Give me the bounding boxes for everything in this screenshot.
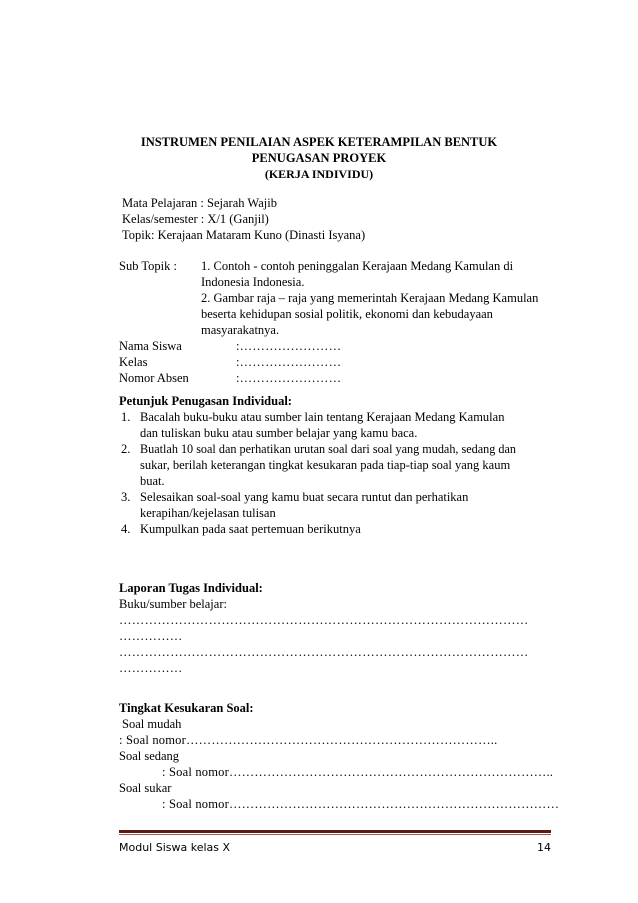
footer-rule-thick <box>119 830 551 833</box>
petunjuk-2-number: 2. <box>121 442 131 456</box>
subtopik-label: Sub Topik : <box>119 259 177 273</box>
footer-rule-thin <box>119 834 551 835</box>
soal-mudah-label: Soal mudah <box>122 717 182 731</box>
kesukaran-heading: Tingkat Kesukaran Soal: <box>119 701 254 715</box>
petunjuk-heading: Petunjuk Penugasan Individual: <box>119 394 292 408</box>
kelas-field[interactable]: :…………………… <box>236 355 342 369</box>
sumber-label: Buku/sumber belajar: <box>119 597 227 611</box>
petunjuk-3-number: 3. <box>121 490 131 504</box>
petunjuk-2-line1: Buatlah 10 soal dan perhatikan urutan soal dari soal yang mudah, sedang dan <box>140 442 517 456</box>
petunjuk-1-line2: dan tuliskan buku atau sumber belajar yang kamu baca. <box>140 426 418 440</box>
soal-sedang-field[interactable]: : Soal nomor………………………………………………………………….. <box>162 765 554 779</box>
soal-mudah-field[interactable]: : Soal nomor……………………………………………………………….. <box>119 733 498 747</box>
nomor-absen-field[interactable]: :…………………… <box>236 371 342 385</box>
soal-sukar-field[interactable]: : Soal nomor…………………………………………………………………… <box>162 797 560 811</box>
subtopik-item1-line1: 1. Contoh - contoh peninggalan Kerajaan Medang Kamulan di <box>201 259 514 273</box>
petunjuk-4-number: 4. <box>121 522 131 536</box>
nama-siswa-label: Nama Siswa <box>119 339 182 353</box>
petunjuk-2-line2: sukar, berilah keterangan tingkat kesukaran pada tiap-tiap soal yang kaum <box>140 458 511 472</box>
petunjuk-3-line1: Selesaikan soal-soal yang kamu buat secara runtut dan perhatikan <box>140 490 469 504</box>
petunjuk-3-line2: kerapihan/kejelasan tulisan <box>140 506 276 520</box>
topik: Topik: Kerajaan Mataram Kuno (Dinasti Isyana) <box>122 228 366 242</box>
sumber-dots-line-4[interactable]: …………… <box>119 661 183 675</box>
sumber-dots-line-1[interactable]: …………………………………………………………………………………… <box>119 613 529 627</box>
footer-module-name: Modul Siswa kelas X <box>119 841 231 854</box>
subtopik-item2-line2: beserta kehidupan sosial politik, ekonomi dan kebudayaan <box>201 307 493 321</box>
nomor-absen-label: Nomor Absen <box>119 371 189 385</box>
title-line-1: INSTRUMEN PENILAIAN ASPEK KETERAMPILAN BENTUK <box>140 135 498 149</box>
subtopik-item2-line1: 2. Gambar raja – raja yang memerintah Kerajaan Medang Kamulan <box>201 291 539 305</box>
soal-sedang-label: Soal sedang <box>119 749 180 763</box>
nama-siswa-field[interactable]: :…………………… <box>236 339 342 353</box>
sumber-dots-line-2[interactable]: …………… <box>119 629 183 643</box>
subtopik-item2-line3: masyarakatnya. <box>201 323 280 337</box>
kelas-label: Kelas <box>119 355 148 369</box>
subtopik-item1-line2: Indonesia Indonesia. <box>201 275 305 289</box>
title-line-3: (KERJA INDIVIDU) <box>264 167 374 181</box>
title-line-2: PENUGASAN PROYEK <box>251 151 387 165</box>
petunjuk-1-number: 1. <box>121 410 131 424</box>
petunjuk-4-line1: Kumpulkan pada saat pertemuan berikutnya <box>140 522 361 536</box>
kelas-semester: Kelas/semester : X/1 (Ganjil) <box>122 212 269 226</box>
page-number: 14 <box>537 841 551 854</box>
petunjuk-1-line1: Bacalah buku-buku atau sumber lain tentang Kerajaan Medang Kamulan <box>140 410 505 424</box>
mata-pelajaran: Mata Pelajaran : Sejarah Wajib <box>122 196 277 210</box>
soal-sukar-label: Soal sukar <box>119 781 172 795</box>
sumber-dots-line-3[interactable]: …………………………………………………………………………………… <box>119 645 529 659</box>
petunjuk-2-line3: buat. <box>140 474 165 488</box>
laporan-heading: Laporan Tugas Individual: <box>119 581 263 595</box>
